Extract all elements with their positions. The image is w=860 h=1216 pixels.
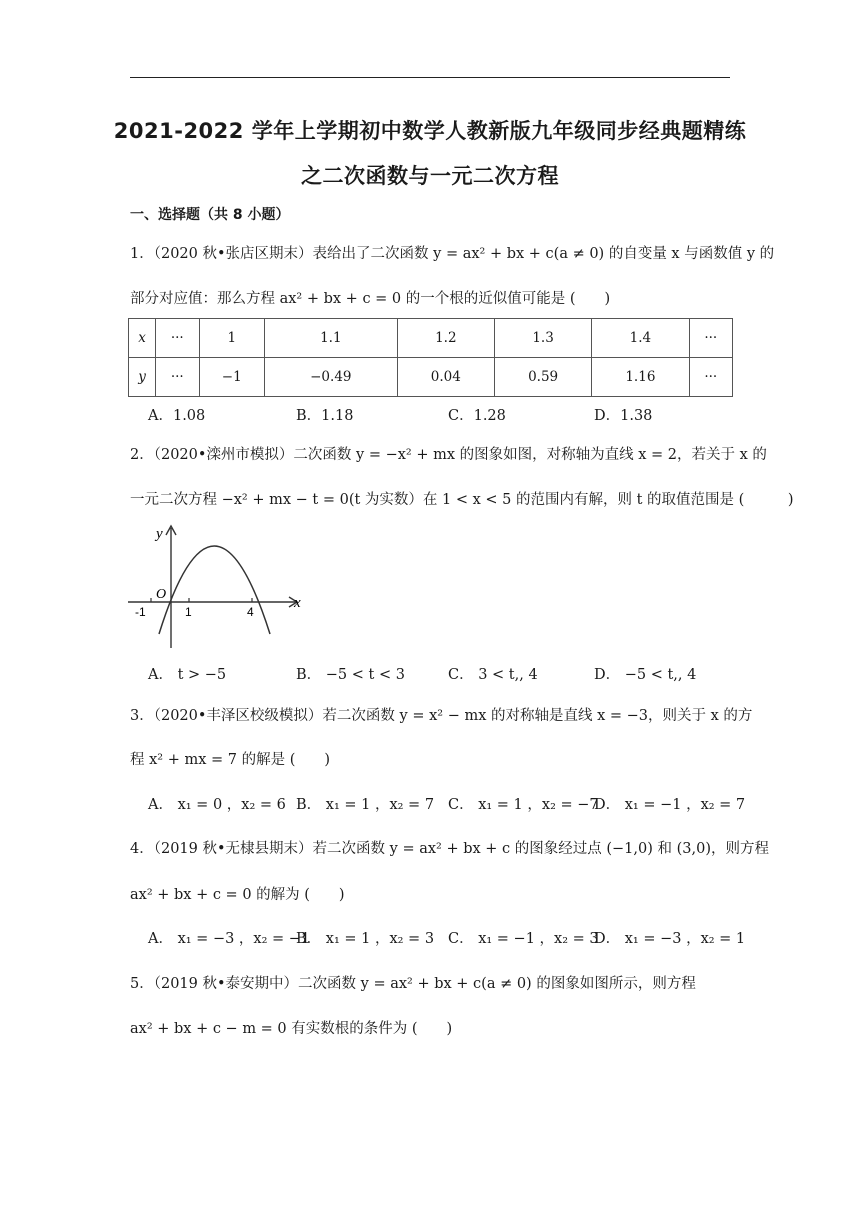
table-cell: 1.3 (494, 319, 591, 358)
table-row-x (129, 319, 733, 358)
option-c[interactable]: C． 3 < t,, 4 (448, 667, 538, 683)
q3-stem-line2: 程 x² + mx = 7 的解是 ( ) (130, 752, 331, 768)
table-cell: −0.49 (264, 358, 397, 397)
q2-stem-line2: 一元二次方程 −x² + mx − t = 0(t 为实数）在 1 < x < 5 的范围内有解，则 t 的取值范围是 ( ) (130, 492, 794, 508)
q5-stem-line1: 5．（2019 秋•泰安期中）二次函数 y = ax² + bx + c(a ≠ 0) 的图象如图所示，则方程 (130, 976, 696, 992)
option-d[interactable]: D．1.38 (594, 408, 653, 424)
option-d[interactable]: D． x₁ = −3 ，x₂ = 1 (594, 931, 746, 947)
q1-stem-line1: 1．（2020 秋•张店区期末）表给出了二次函数 y = ax² + bx + c(a ≠ 0) 的自变量 x 与函数值 y 的 (130, 246, 775, 262)
option-d[interactable]: D． −5 < t,, 4 (594, 667, 697, 683)
origin-label: O (156, 587, 167, 602)
table-cell: −1 (199, 358, 264, 397)
table-cell: 1.16 (592, 358, 689, 397)
q2-stem-line1: 2．（2020•滦州市模拟）二次函数 y = −x² + mx 的图象如图，对称轴为直线 x = 2，若关于 x 的 (130, 447, 767, 463)
table-cell: x (129, 319, 156, 358)
option-b[interactable]: B． x₁ = 1 ，x₂ = 7 (296, 797, 435, 813)
table-cell: y (129, 358, 156, 397)
table-cell: 1.1 (264, 319, 397, 358)
q4-stem-line2: ax² + bx + c = 0 的解为 ( ) (130, 887, 345, 903)
table-row-y (129, 358, 733, 397)
q3-stem-line1: 3．（2020•丰泽区校级模拟）若二次函数 y = x² − mx 的对称轴是直线 x = −3，则关于 x 的方 (130, 708, 753, 724)
page-title: 2021-2022 学年上学期初中数学人教新版九年级同步经典题精练 (113, 119, 747, 143)
q1-stem-line2: 部分对应值：那么方程 ax² + bx + c = 0 的一个根的近似值可能是 ( ) (130, 291, 611, 307)
table-cell: ··· (156, 319, 199, 358)
option-c[interactable]: C． x₁ = −1 ，x₂ = 3 (448, 931, 599, 947)
tick-label-4: 4 (247, 605, 254, 619)
tick-label-minus1: -1 (135, 605, 146, 619)
table-cell: 1 (199, 319, 264, 358)
option-a[interactable]: A．1.08 (148, 408, 206, 424)
q5-stem-line2: ax² + bx + c − m = 0 有实数根的条件为 ( ) (130, 1021, 453, 1037)
table-cell: 0.59 (494, 358, 591, 397)
option-c[interactable]: C． x₁ = 1 ，x₂ = −7 (448, 797, 599, 813)
q4-stem-line1: 4．（2019 秋•无棣县期末）若二次函数 y = ax² + bx + c 的图象经过点 (−1,0) 和 (3,0)，则方程 (130, 841, 769, 857)
tick-label-1: 1 (185, 605, 192, 619)
header-rule (130, 77, 730, 78)
y-axis-label: y (156, 526, 163, 542)
q1-value-table (128, 318, 733, 397)
option-c[interactable]: C．1.28 (448, 408, 506, 424)
option-b[interactable]: B．1.18 (296, 408, 354, 424)
option-b[interactable]: B． x₁ = 1 ，x₂ = 3 (296, 931, 435, 947)
page-subtitle: 之二次函数与一元二次方程 (301, 164, 559, 188)
table-cell: 1.4 (592, 319, 689, 358)
option-b[interactable]: B． −5 < t < 3 (296, 667, 405, 683)
option-a[interactable]: A． x₁ = −3 ，x₂ = −1 (148, 931, 311, 947)
table-cell: ··· (689, 358, 732, 397)
q2-parabola-graph (126, 520, 306, 650)
option-a[interactable]: A． x₁ = 0 ，x₂ = 6 (148, 797, 286, 813)
table-cell: ··· (689, 319, 732, 358)
x-axis-label: x (294, 595, 301, 611)
parabola-curve (159, 546, 270, 634)
table-cell: ··· (156, 358, 199, 397)
option-a[interactable]: A． t > −5 (148, 667, 227, 683)
table-cell: 1.2 (397, 319, 494, 358)
section-heading: 一、选择题（共 8 小题） (130, 207, 290, 223)
table-cell: 0.04 (397, 358, 494, 397)
option-d[interactable]: D． x₁ = −1 ，x₂ = 7 (594, 797, 746, 813)
